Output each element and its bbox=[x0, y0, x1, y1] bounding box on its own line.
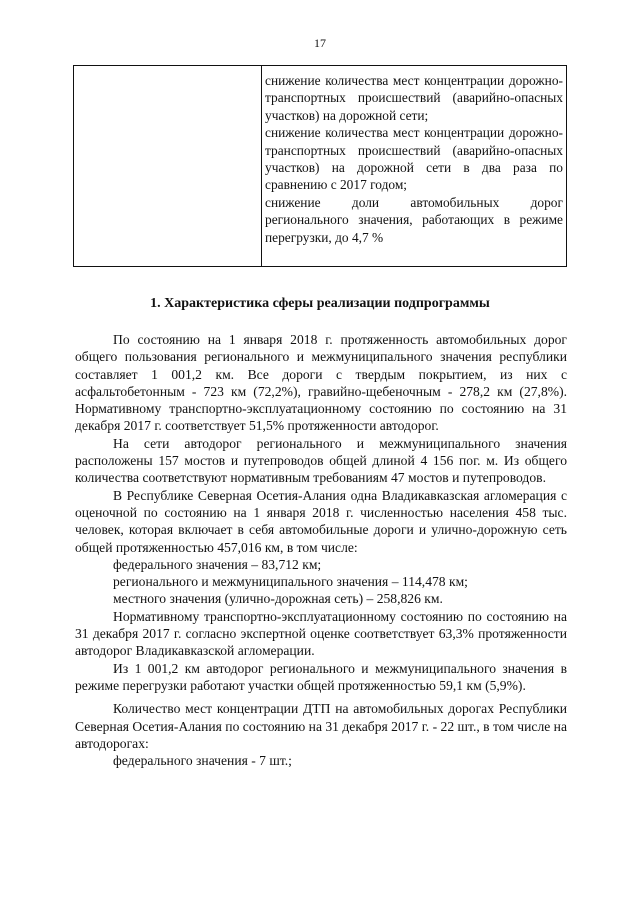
table-cell-empty bbox=[74, 66, 262, 267]
paragraph: В Республике Северная Осетия-Алания одна Владикавказская агломерация с оценочной по состоянию на 1 января 2018 г. численностью населения 458 тыс. человек, которая включает в себя автомобильные дороги и улично-дорожную сеть общей протяженностью 457,016 км, в том числе: bbox=[75, 487, 567, 555]
paragraph: Количество мест концентрации ДТП на автомобильных дорогах Республики Северная Осетия-Алания по состоянию на 31 декабря 2017 г. - 22 шт., в том числе на автодорогах: bbox=[75, 701, 567, 751]
list-item: федерального значения – 83,712 км; bbox=[113, 556, 322, 572]
table-cell-results bbox=[262, 66, 567, 267]
paragraph: Из 1 001,2 км автодорог регионального и межмуниципального значения в режиме перегрузки работают участки общей протяженностью 59,1 км (5,9%). bbox=[75, 660, 567, 693]
result-item: снижение количества мест концентрации дорожно-транспортных происшествий (аварийно-опасных участков) на дорожной сети в два раза по сравнению с 2017 годом; bbox=[265, 125, 563, 193]
indicators-table bbox=[73, 65, 567, 267]
list-item: местного значения (улично-дорожная сеть) – 258,826 км. bbox=[113, 591, 443, 607]
result-item: снижение доли автомобильных дорог регионального значения, работающих в режиме перегрузки, до 4,7 % bbox=[265, 194, 563, 245]
body-text bbox=[75, 331, 567, 769]
list-item: федерального значения - 7 шт.; bbox=[113, 753, 292, 769]
results-text bbox=[262, 66, 566, 246]
page-number: 17 bbox=[314, 36, 326, 50]
paragraph: На сети автодорог регионального и межмуниципального значения расположены 157 мостов и путепроводов общей длиной 4 156 пог. м. Из общего количества соответствуют нормативным требованиям 47 мостов и путепроводов. bbox=[75, 435, 567, 486]
paragraph: Нормативному транспортно-эксплуатационному состоянию по состоянию на 31 декабря 2017 г. согласно экспертной оценке соответствует 63,3% протяженности автодорог Владикавказской агломерации. bbox=[75, 608, 567, 659]
paragraph: По состоянию на 1 января 2018 г. протяженность автомобильных дорог общего пользования регионального и межмуниципального значения республики составляет 1 001,2 км. Все дороги с твердым покрытием, из них с асфальтобетонным - 723 км (72,2%), гравийно-щебеночным - 278,2 км (27,8%). Нормативному транспортно-эксплуатационному состоянию по состоянию на 31 декабря 2017 г. соответствует 51,5% протяженности автодорог. bbox=[75, 332, 567, 434]
table-row bbox=[74, 66, 567, 267]
result-item: снижение количества мест концентрации дорожно-транспортных происшествий (аварийно-опасных участков) на дорожной сети; bbox=[265, 73, 563, 123]
section-title: 1. Характеристика сферы реализации подпрограммы bbox=[150, 296, 490, 311]
list-item: регионального и межмуниципального значения – 114,478 км; bbox=[113, 574, 468, 590]
